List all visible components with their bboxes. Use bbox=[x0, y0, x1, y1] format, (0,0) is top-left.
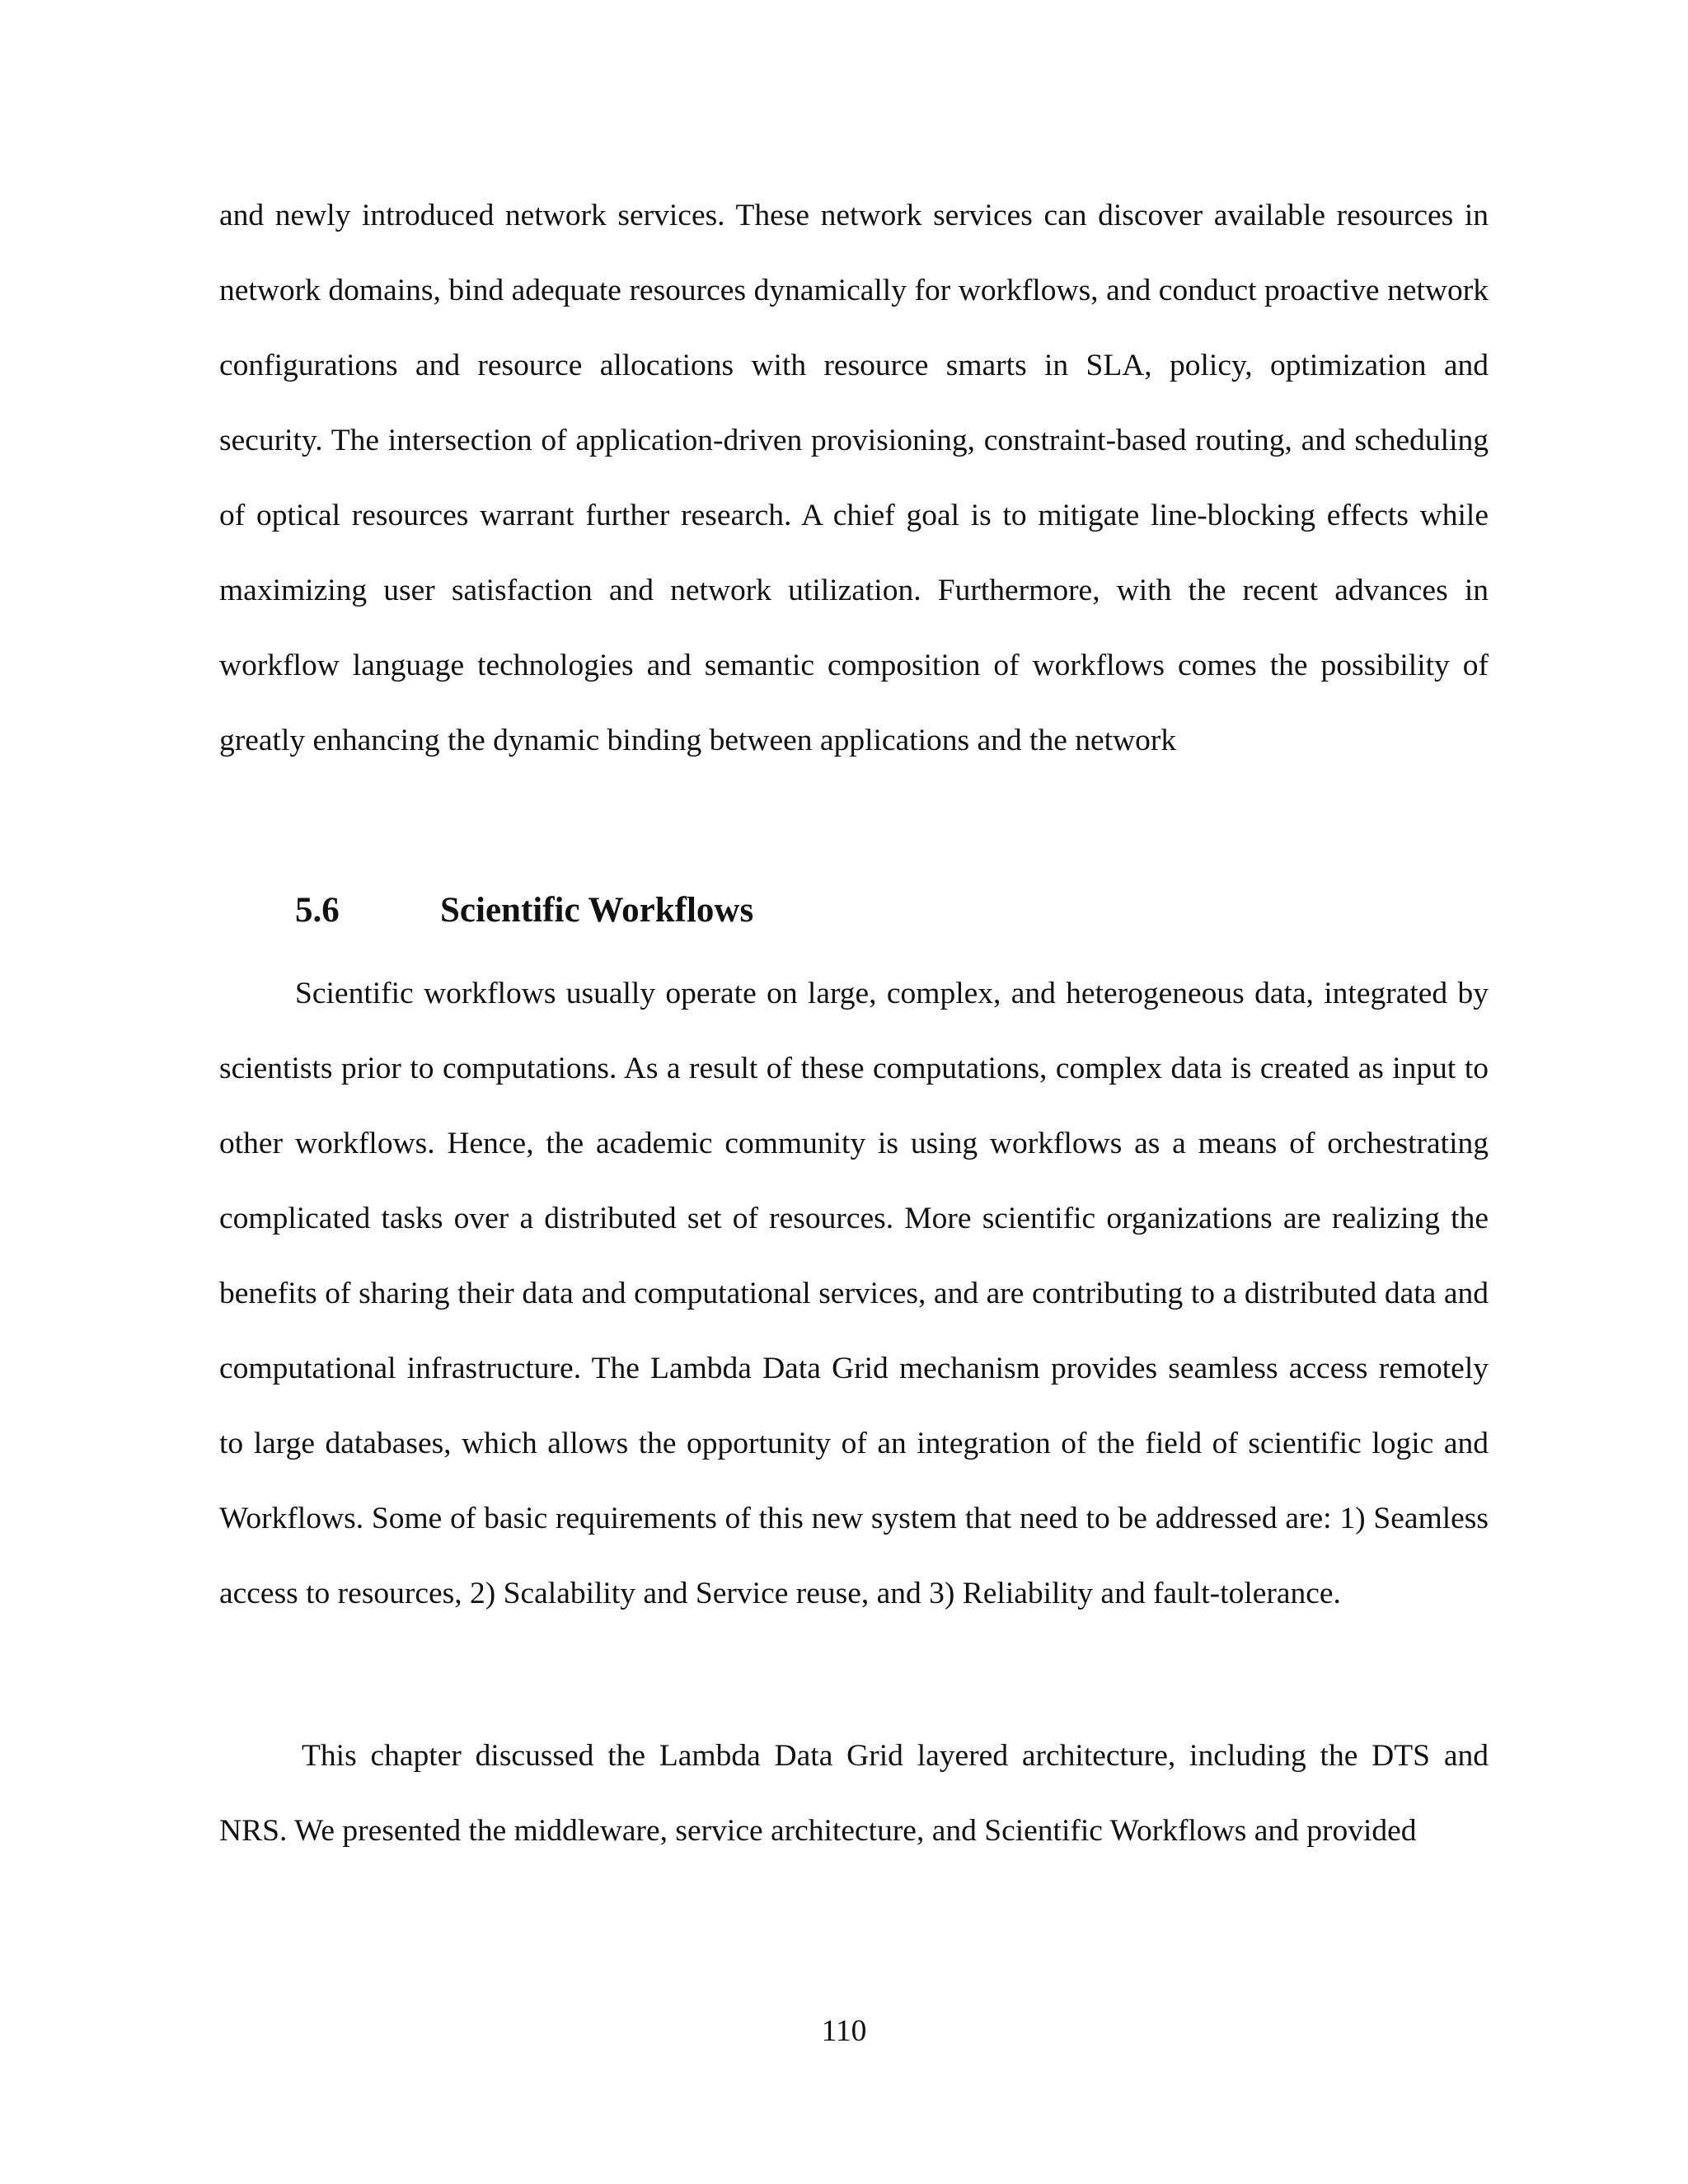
paragraph-network-services: and newly introduced network services. These network services can discover available resources in network domains, bind adequate resources dynamically for workflows, and conduct proactive network configurations and resource allocations with resource smarts in SLA, policy, optimization and security. The intersection of application-driven provisioning, constraint-based routing, and scheduling of optical resources warrant further research. A chief goal is to mitigate line-blocking effects while maximizing user satisfaction and network utilization. Furthermore, with the recent advances in workflow language technologies and semantic composition of workflows comes the possibility of greatly enhancing the dynamic binding between applications and the network bbox=[219, 199, 1489, 757]
paragraph-scientific-workflows: Scientific workflows usually operate on large, complex, and heterogeneous data, integrated by scientists prior to computations. As a result of these computations, complex data is created as input to other workflows. Hence, the academic community is using workflows as a means of orchestrating complicated tasks over a distributed set of resources. More scientific organizations are realizing the benefits of sharing their data and computational services, and are contributing to a distributed data and computational infrastructure. The Lambda Data Grid mechanism provides seamless access remotely to large databases, which allows the opportunity of an integration of the field of scientific logic and Workflows. Some of basic requirements of this new system that need to be addressed are: 1) Seamless access to resources, 2) Scalability and Service reuse, and 3) Reliability and fault-tolerance. bbox=[219, 977, 1489, 1610]
section-title: Scientific Workflows bbox=[440, 891, 754, 930]
section-number: 5.6 bbox=[295, 891, 340, 930]
section-heading bbox=[295, 882, 753, 940]
page-number: 110 bbox=[821, 2014, 867, 2048]
paragraph-chapter-summary: This chapter discussed the Lambda Data Grid layered architecture, including the DTS and NRS. We presented the middleware, service architecture, and Scientific Workflows and provided bbox=[219, 1739, 1489, 1848]
